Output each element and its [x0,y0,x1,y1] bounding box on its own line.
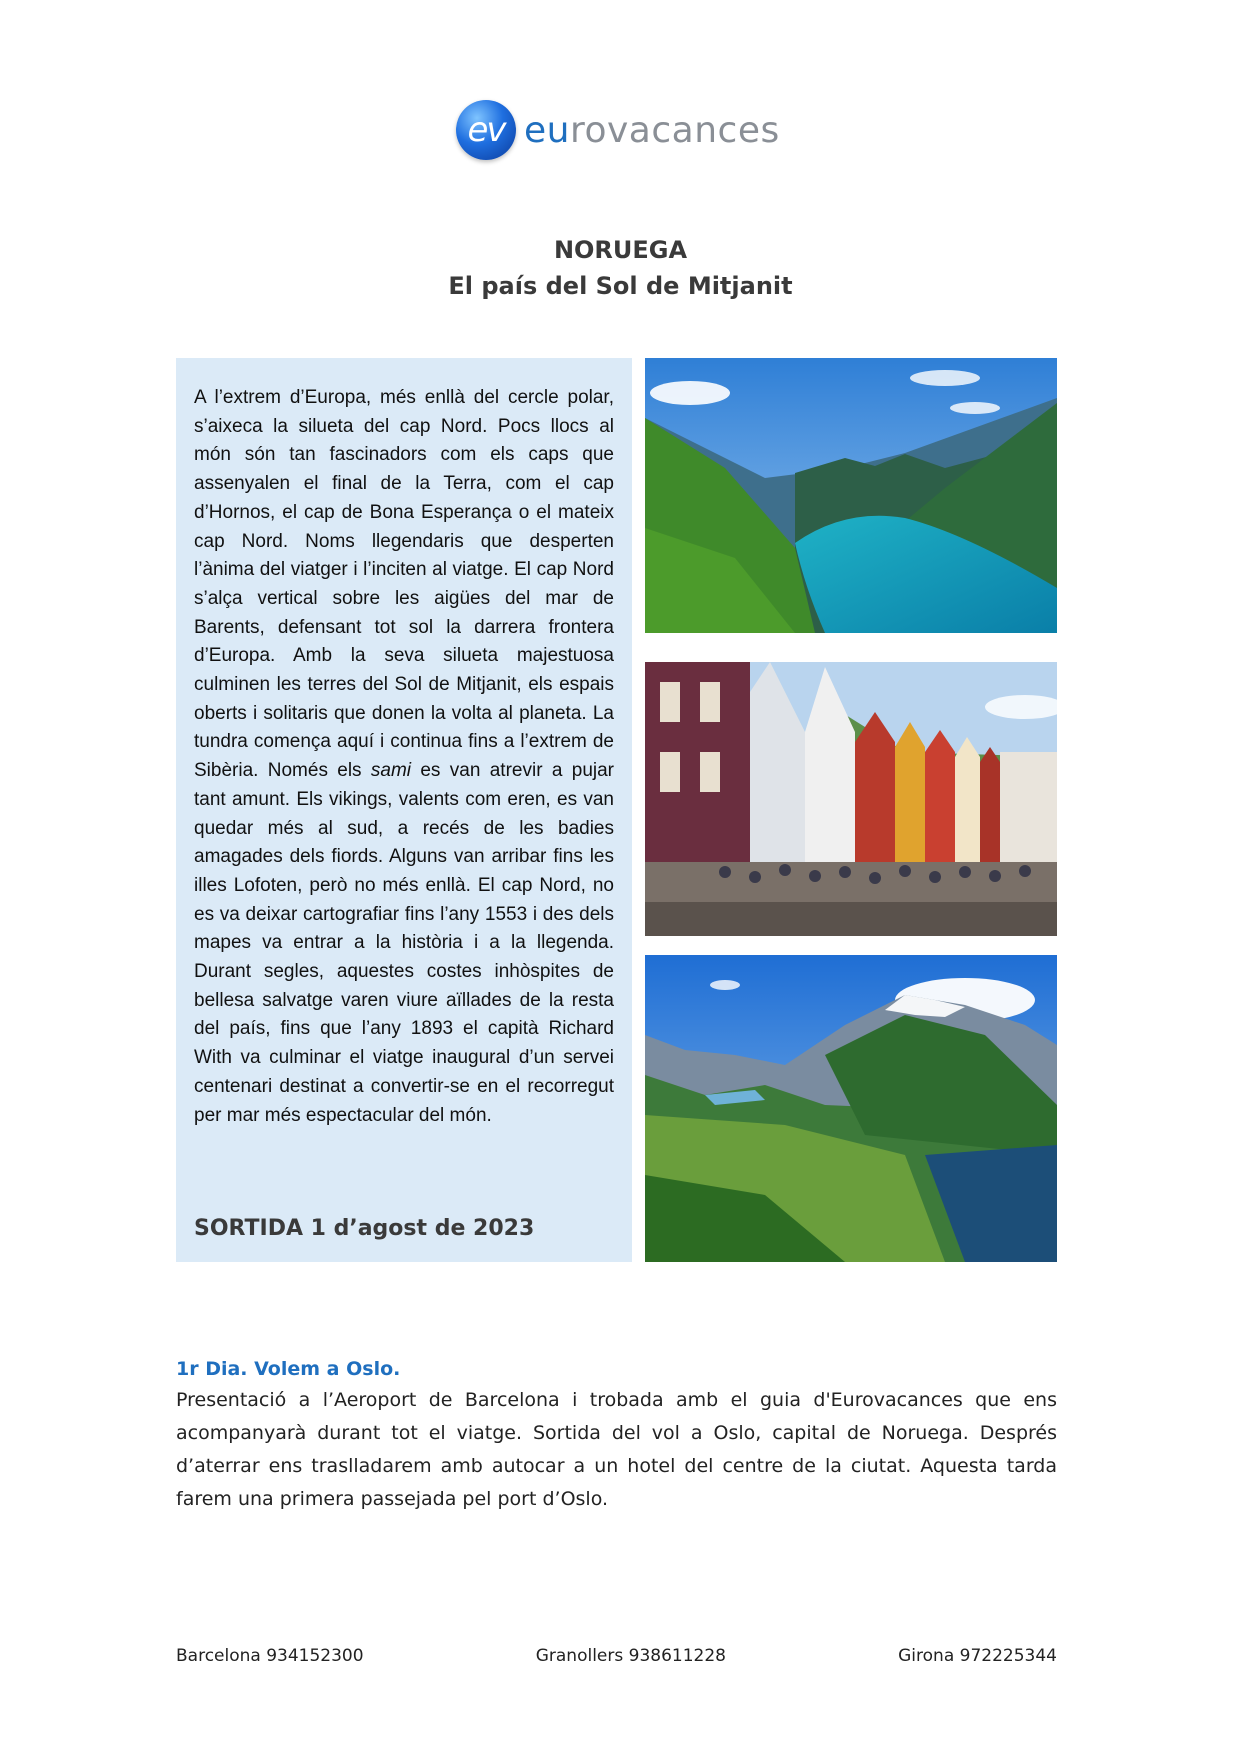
fjord-photo [645,358,1057,633]
logo-mark: ev [456,100,516,160]
logo-wordmark-prefix: eu [524,109,570,151]
footer-office-granollers: Granollers 938611228 [535,1646,726,1666]
footer-office-barcelona: Barcelona 934152300 [176,1646,364,1666]
intro-text-part1: A l’extrem d’Europa, més enllà del cercle polar, s’aixeca la silueta del cap Nord. Pocs llocs al món són tan fascinadors com els caps que assenyalen el final de la Terra, com el cap d’Hornos, el cap de Bona Esperança o el mateix cap Nord. Noms llegendaris que desperten l’ànima del viatger i l’inciten al viatge. El cap Nord s’alça vertical sobre les aigües del mar de Barents, defensant tot sol la darrera frontera d’Europa. Amb la seva silueta majestuosa culminen les terres del Sol de Mitjanit, els espais oberts i solitaris que donen la volta al planeta. La tundra comença aquí i continua fins a l’extrem de Sibèria. Només els [194,387,614,782]
eurovacances-logo [456,100,796,160]
departure-date: SORTIDA 1 d’agost de 2023 [194,1216,535,1241]
intro-panel [176,358,632,1262]
intro-italic-word: sami [370,760,412,782]
title-country: NORUEGA [553,236,688,264]
day1-description: Presentació a l’Aeroport de Barcelona i trobada amb el guia d'Eurovacances que ens acompanyarà durant tot el viatge. Sortida del vol a Oslo, capital de Noruega. Després d’aterrar ens traslladarem amb autocar a un hotel del centre de la ciutat. Aquesta tarda farem una primera passejada pel port d’Oslo. [176,1389,1057,1510]
footer-office-girona: Girona 972225344 [898,1646,1057,1666]
logo-wordmark [524,110,780,151]
mountain-valley-photo [645,955,1057,1262]
bryggen-photo [645,662,1057,936]
page-title [0,232,1241,304]
footer-contacts [176,1646,1057,1666]
intro-paragraph [194,384,614,1130]
title-subtitle: El país del Sol de Mitjanit [448,272,793,300]
day1-heading: 1r Dia. Volem a Oslo. [176,1358,401,1380]
logo-wordmark-rest: rovacances [569,109,780,151]
intro-text-part2: es van atrevir a pujar tant amunt. Els vikings, valents com eren, es van quedar més al sud, a recés de les badies amagades dels fiords. Alguns van arribar fins les illes Lofoten, però no més enllà. El cap Nord, no es va deixar cartografiar fins l’any 1553 i des dels mapes va entrar a la història i a la llegenda. Durant segles, aquestes costes inhòspites de bellesa salvatge varen viure aïllades de la resta del país, fins que l’any 1893 el capità Richard With va culminar el viatge inaugural d’un servei centenari destinat a convertir-se en el recorregut per mar més espectacular del món. [194,760,615,1126]
